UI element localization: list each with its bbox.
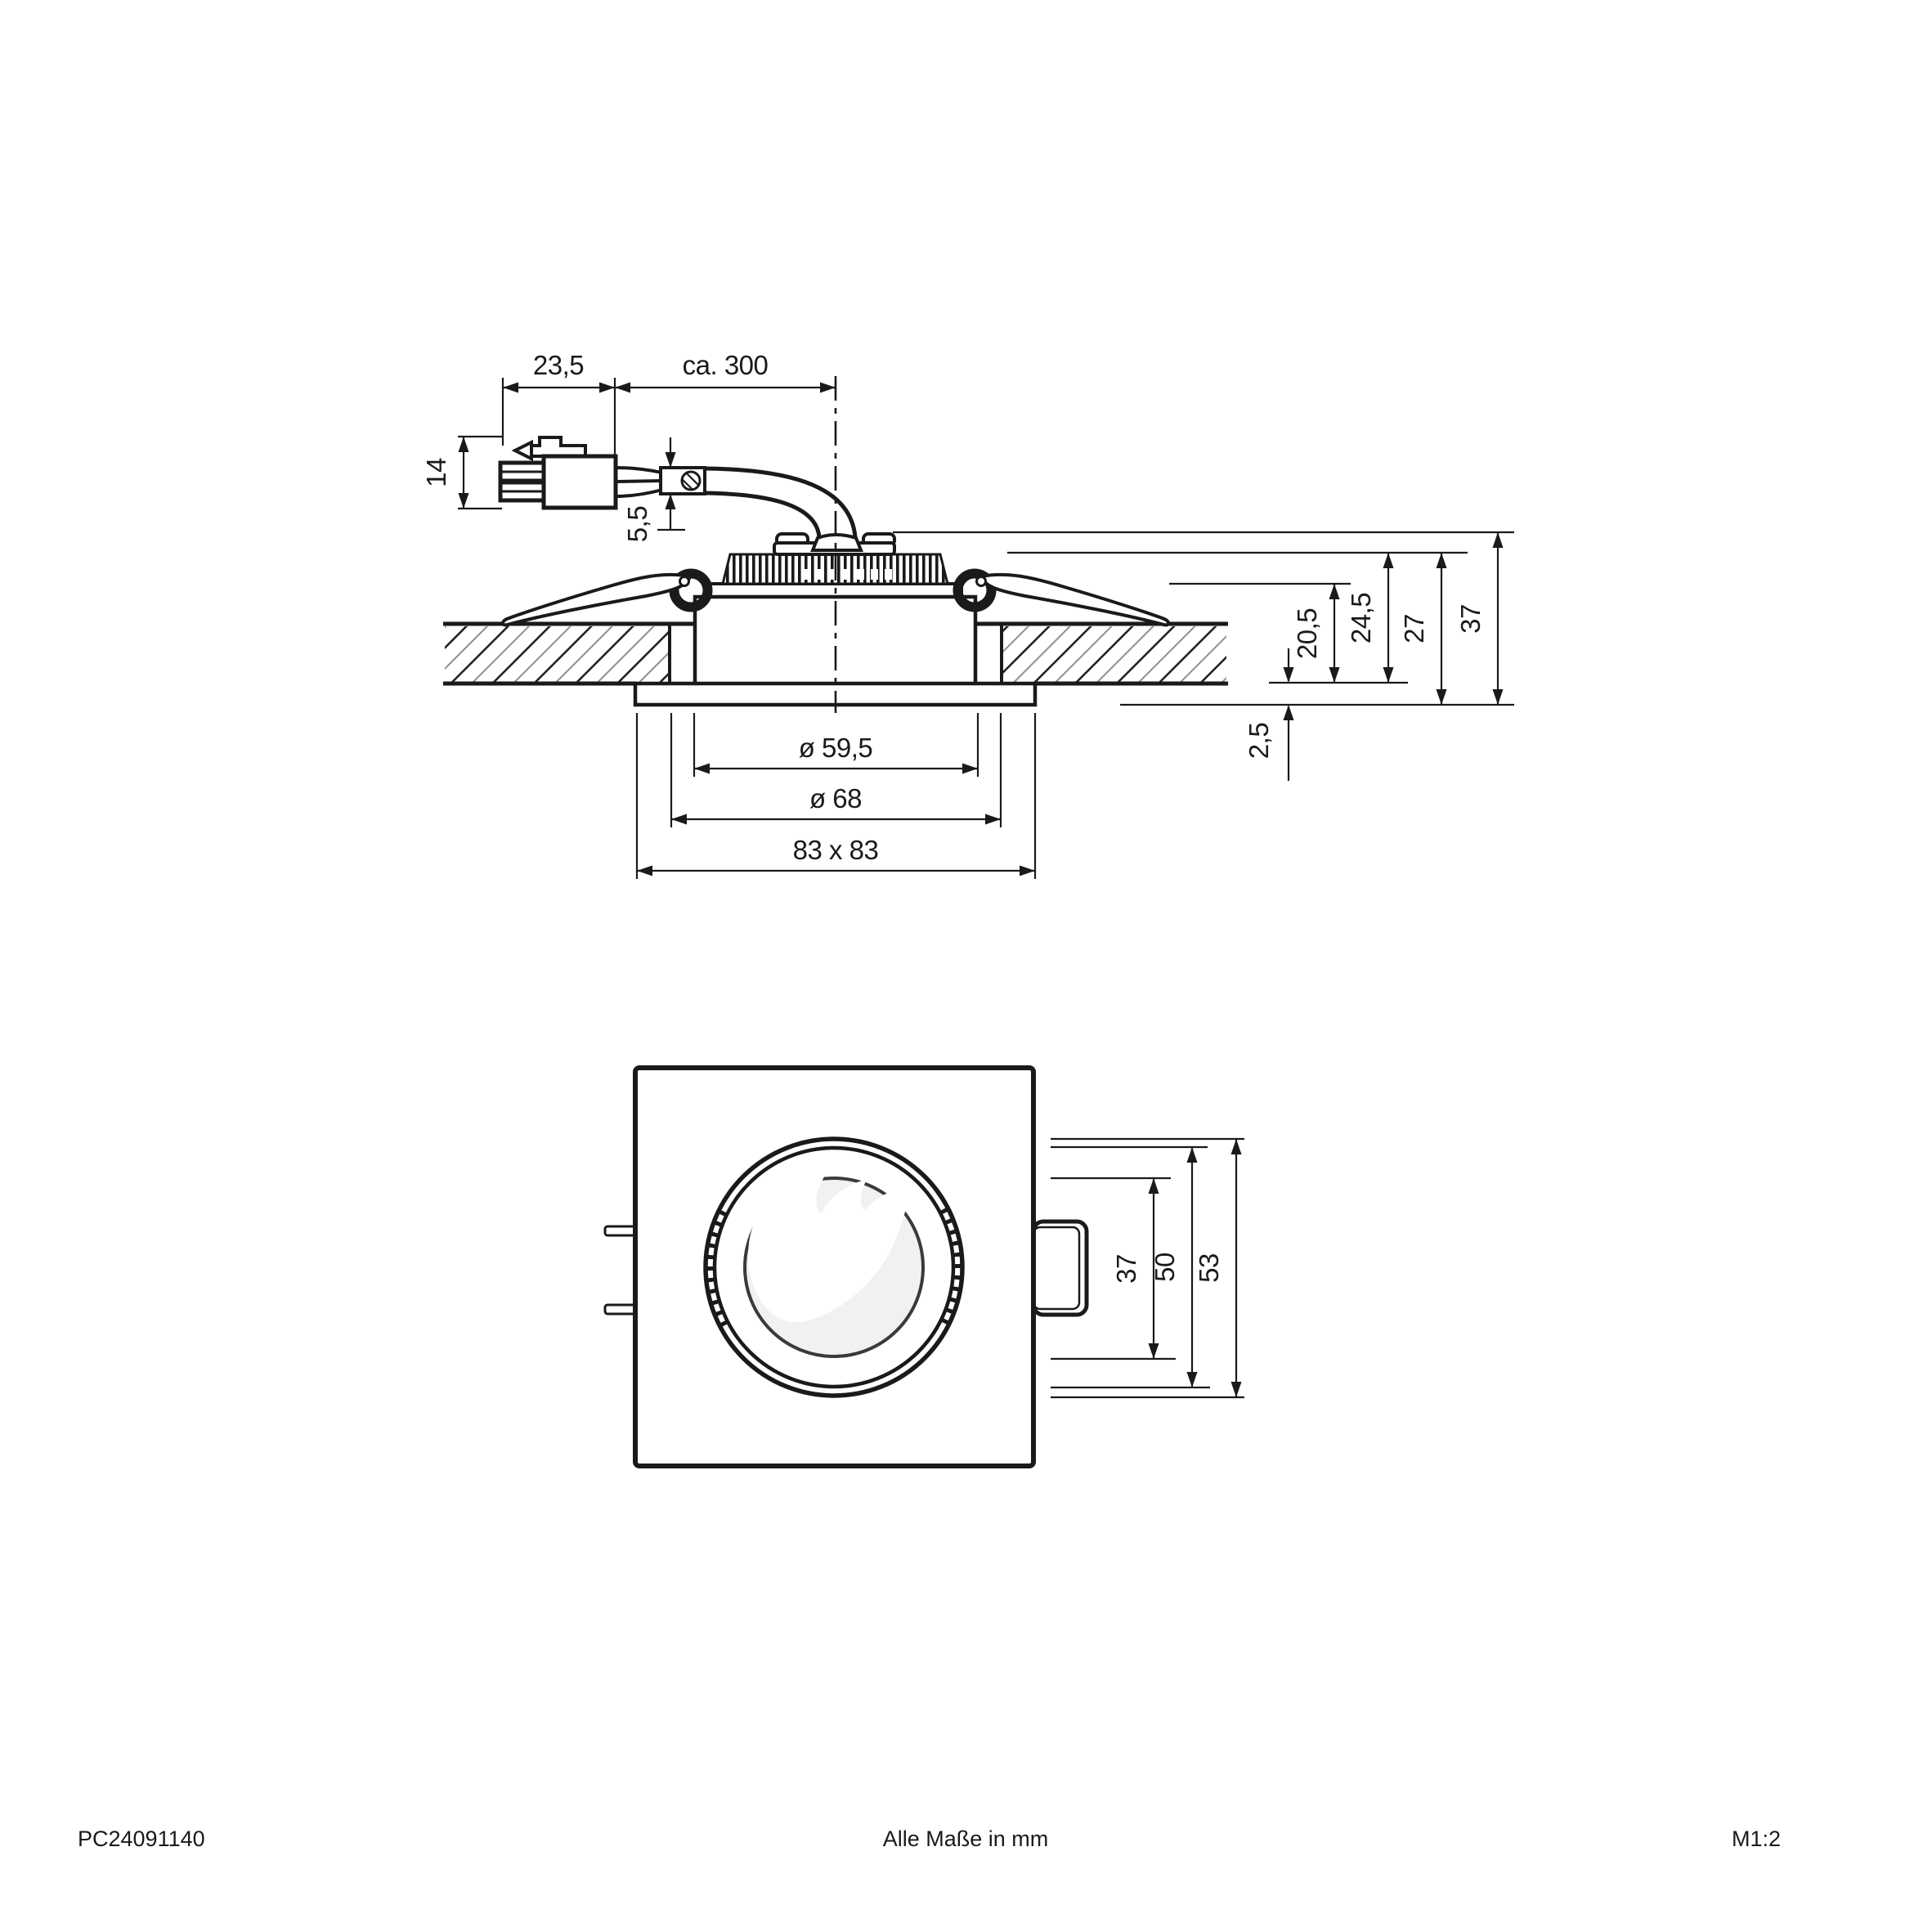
dim-height-mid: 24,5	[1346, 592, 1376, 644]
dim-height-total: 37	[1455, 604, 1486, 634]
connector-body	[544, 456, 616, 508]
footer-article-number: PC24091140	[78, 1827, 205, 1851]
dim-flange-thickness: 2,5	[1244, 722, 1274, 760]
dim-flange-square: 83 x 83	[792, 835, 879, 865]
connector-latch	[531, 437, 585, 456]
front-dim-labels	[1111, 1253, 1224, 1284]
front-view	[605, 1068, 1244, 1466]
dim-recess-depth: 20,5	[1292, 607, 1322, 660]
footer-units-note: Alle Maße in mm	[882, 1827, 1049, 1851]
footer-scale: M1:2	[1731, 1827, 1781, 1851]
connector-and-cable	[500, 437, 855, 537]
dim-height-above: 27	[1399, 614, 1429, 643]
cable-inner	[705, 493, 819, 537]
spring-clip-left	[503, 574, 708, 625]
dim-cable-length: ca. 300	[682, 350, 769, 380]
footer	[78, 1827, 1781, 1851]
dim-clip-outer: 53	[1194, 1253, 1224, 1283]
section-view	[421, 350, 1514, 879]
dim-clip-mid: 50	[1150, 1253, 1180, 1282]
dim-clip-inner: 37	[1111, 1254, 1141, 1284]
dim-connector-width: 23,5	[532, 350, 585, 380]
dim-dia-inner: ø 59,5	[798, 733, 873, 763]
dim-connector-height: 14	[421, 458, 451, 487]
dim-dia-cutout: ø 68	[809, 783, 863, 814]
spring-clip-right	[958, 574, 1169, 625]
lamp-top-cap	[774, 534, 894, 554]
dim-cable-diameter: 5,5	[622, 505, 652, 543]
